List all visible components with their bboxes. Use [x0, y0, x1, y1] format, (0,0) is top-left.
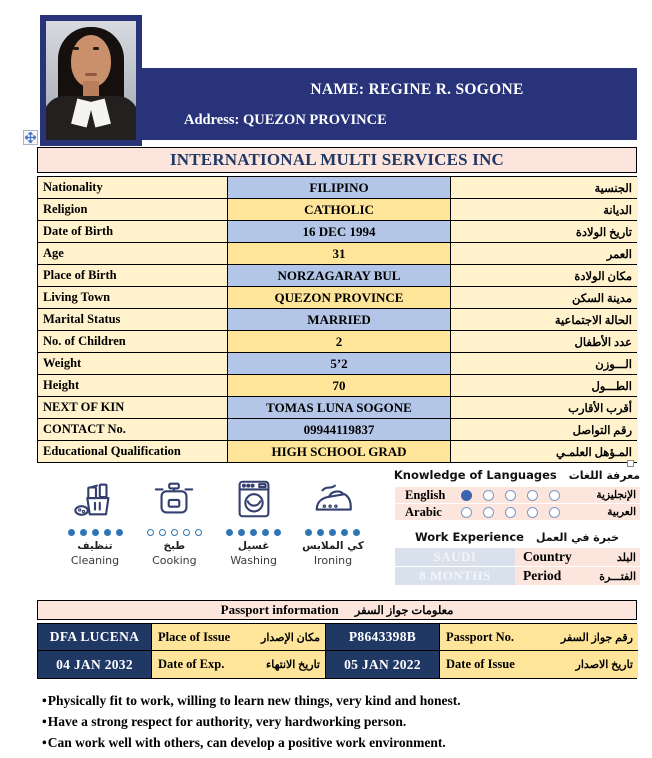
applicant-photo — [40, 15, 142, 146]
empty-radio-icon — [483, 490, 494, 501]
empty-radio-icon — [505, 490, 516, 501]
language-label-arabic: العربية — [607, 507, 636, 518]
empty-radio-icon — [505, 507, 516, 518]
table-row — [38, 265, 636, 287]
date-of-exp-label-arabic: تاريخ الانتهاء — [266, 659, 320, 671]
skill-rating — [147, 528, 202, 536]
language-row-arabic — [395, 504, 640, 520]
table-row — [38, 331, 636, 353]
field-label: Date of Birth — [38, 221, 228, 242]
empty-dot-icon — [147, 529, 154, 536]
work-experience-section-title — [392, 530, 642, 544]
filled-dot-icon — [80, 529, 87, 536]
skill-washing — [217, 476, 291, 567]
field-label: NEXT OF KIN — [38, 397, 228, 418]
language-rating — [455, 490, 566, 501]
move-arrows-icon — [25, 132, 36, 143]
table-row — [38, 397, 636, 419]
date-of-issue-label: Date of Issue — [446, 657, 515, 671]
languages-table — [395, 487, 640, 521]
country-value: SAUDI — [395, 548, 515, 566]
place-of-issue-label-arabic: مكان الإصدار — [261, 631, 320, 644]
date-of-issue-value: 05 JAN 2022 — [326, 651, 440, 678]
field-value: QUEZON PROVINCE — [228, 287, 451, 308]
table-row — [38, 353, 636, 375]
field-label-arabic: المـؤهل العلمـي — [451, 441, 638, 462]
empty-radio-icon — [549, 507, 560, 518]
field-value: TOMAS LUNA SOGONE — [228, 397, 451, 418]
skill-label: Cleaning — [70, 554, 120, 567]
applicant-name: NAME: REGINE R. SOGONE — [310, 81, 524, 98]
table-row — [38, 243, 636, 265]
name-banner — [142, 68, 637, 140]
skill-label: Cooking — [152, 554, 197, 567]
field-label-arabic: أقرب الأقارب — [451, 397, 638, 418]
filled-radio-icon — [461, 490, 472, 501]
place-of-issue-value: DFA LUCENA — [38, 624, 152, 651]
language-row-english — [395, 487, 640, 503]
work-experience-title-arabic: خبرة في العمل — [535, 531, 620, 544]
field-label-arabic: عدد الأطفال — [451, 331, 638, 352]
passport-number-label: Passport No. — [446, 629, 515, 644]
table-row — [38, 199, 636, 221]
field-label-arabic: الجنسية — [451, 177, 638, 198]
note-line: • Have a strong respect for authority, very hardworking person. — [42, 711, 622, 732]
table-row — [38, 375, 636, 397]
filled-dot-icon — [274, 529, 281, 536]
field-label-arabic: الطـــول — [451, 375, 638, 396]
work-experience-row — [395, 567, 640, 585]
period-value: 8 MONTHS — [395, 567, 515, 585]
note-line: • Can work well with others, can develop a positive work environment. — [42, 732, 622, 753]
ironing-icon — [310, 476, 356, 522]
skill-label: Ironing — [313, 554, 353, 567]
field-label: Religion — [38, 199, 228, 220]
filled-dot-icon — [341, 529, 348, 536]
filled-dot-icon — [68, 529, 75, 536]
field-label-arabic: مدينة السكن — [451, 287, 638, 308]
passport-title-arabic: معلومات جواز السفر — [354, 605, 454, 617]
date-of-issue-label-arabic: تاريخ الاصدار — [575, 659, 633, 671]
skill-rating — [305, 528, 360, 536]
field-label-arabic: تاريخ الولادة — [451, 221, 638, 242]
language-label-arabic: الإنجليزية — [596, 490, 636, 501]
note-line: • Physically fit to work, willing to learn new things, very kind and honest. — [42, 690, 622, 711]
filled-dot-icon — [238, 529, 245, 536]
field-label-arabic: مكان الولادة — [451, 265, 638, 286]
field-label: Place of Birth — [38, 265, 228, 286]
skill-cooking — [137, 476, 211, 567]
passport-section-header — [37, 600, 637, 620]
table-row — [38, 177, 636, 199]
skill-label: Washing — [230, 554, 277, 567]
skill-label-arabic: كي الملابس — [302, 540, 364, 552]
passport-table — [37, 623, 637, 679]
field-label-arabic: العمر — [451, 243, 638, 264]
filled-dot-icon — [116, 529, 123, 536]
filled-dot-icon — [262, 529, 269, 536]
field-label-arabic: الحالة الاجتماعية — [451, 309, 638, 330]
field-value: 2 — [228, 331, 451, 352]
languages-section-title — [392, 468, 642, 482]
filled-dot-icon — [353, 529, 360, 536]
work-experience-title: Work Experience — [414, 530, 524, 544]
empty-dot-icon — [159, 529, 166, 536]
field-label: Nationality — [38, 177, 228, 198]
language-label: English — [405, 487, 446, 502]
table-move-handle[interactable] — [23, 130, 38, 145]
empty-radio-icon — [483, 507, 494, 518]
field-value: 70 — [228, 375, 451, 396]
table-row — [38, 221, 636, 243]
field-value: CATHOLIC — [228, 199, 451, 220]
field-label-arabic: الديانة — [451, 199, 638, 220]
field-value: NORZAGARAY BUL — [228, 265, 451, 286]
period-label-arabic: الفتـــرة — [599, 570, 636, 583]
passport-number-value: P8643398B — [326, 624, 440, 651]
empty-radio-icon — [527, 490, 538, 501]
filled-dot-icon — [317, 529, 324, 536]
country-label: Country — [523, 549, 572, 564]
field-value: 5’2 — [228, 353, 451, 374]
empty-radio-icon — [527, 507, 538, 518]
portrait-illustration — [46, 21, 136, 140]
skill-ironing — [296, 476, 370, 567]
skill-label-arabic: غسيل — [237, 540, 270, 552]
table-resize-handle[interactable] — [627, 460, 634, 467]
country-label-arabic: البلد — [616, 551, 636, 564]
empty-radio-icon — [461, 507, 472, 518]
field-label-arabic: رقم التواصل — [451, 419, 638, 440]
skill-label-arabic: طبخ — [163, 540, 186, 552]
notes-section — [42, 690, 622, 753]
personal-info-table — [37, 176, 637, 463]
field-label: Age — [38, 243, 228, 264]
table-row — [38, 419, 636, 441]
language-rating — [455, 507, 566, 518]
field-value: HIGH SCHOOL GRAD — [228, 441, 451, 462]
agency-title: INTERNATIONAL MULTI SERVICES INC — [37, 147, 637, 173]
language-label: Arabic — [405, 504, 442, 519]
field-label: No. of Children — [38, 331, 228, 352]
table-row — [38, 309, 636, 331]
filled-dot-icon — [92, 529, 99, 536]
date-of-exp-value: 04 JAN 2032 — [38, 651, 152, 678]
field-value: 31 — [228, 243, 451, 264]
table-row — [38, 287, 636, 309]
field-value: 16 DEC 1994 — [228, 221, 451, 242]
field-label: Educational Qualification — [38, 441, 228, 462]
field-value: FILIPINO — [228, 177, 451, 198]
field-label-arabic: الـــوزن — [451, 353, 638, 374]
applicant-address: Address: QUEZON PROVINCE — [184, 112, 387, 128]
work-experience-row — [395, 548, 640, 566]
passport-number-label-arabic: رقم جواز السفر — [560, 631, 633, 644]
skills-section — [58, 476, 370, 567]
filled-dot-icon — [226, 529, 233, 536]
filled-dot-icon — [250, 529, 257, 536]
cooking-icon — [151, 476, 197, 522]
work-experience-table — [395, 548, 640, 586]
period-label: Period — [523, 568, 562, 583]
filled-dot-icon — [329, 529, 336, 536]
empty-dot-icon — [183, 529, 190, 536]
languages-title-arabic: معرفة اللغات — [568, 469, 641, 482]
skill-rating — [226, 528, 281, 536]
field-label: CONTACT No. — [38, 419, 228, 440]
cleaning-icon — [72, 476, 118, 522]
filled-dot-icon — [104, 529, 111, 536]
field-label: Marital Status — [38, 309, 228, 330]
filled-dot-icon — [305, 529, 312, 536]
field-value: MARRIED — [228, 309, 451, 330]
empty-dot-icon — [195, 529, 202, 536]
table-row — [38, 441, 636, 463]
field-value: 09944119837 — [228, 419, 451, 440]
place-of-issue-label: Place of Issue — [158, 629, 231, 644]
languages-title: Knowledge of Languages — [393, 468, 557, 482]
skill-label-arabic: تنظيف — [77, 540, 113, 552]
skill-rating — [68, 528, 123, 536]
empty-radio-icon — [549, 490, 560, 501]
date-of-exp-label: Date of Exp. — [158, 657, 225, 671]
skill-cleaning — [58, 476, 132, 567]
field-label: Height — [38, 375, 228, 396]
passport-title: Passport information — [220, 602, 339, 617]
washing-icon — [231, 476, 277, 522]
empty-dot-icon — [171, 529, 178, 536]
field-label: Living Town — [38, 287, 228, 308]
field-label: Weight — [38, 353, 228, 374]
